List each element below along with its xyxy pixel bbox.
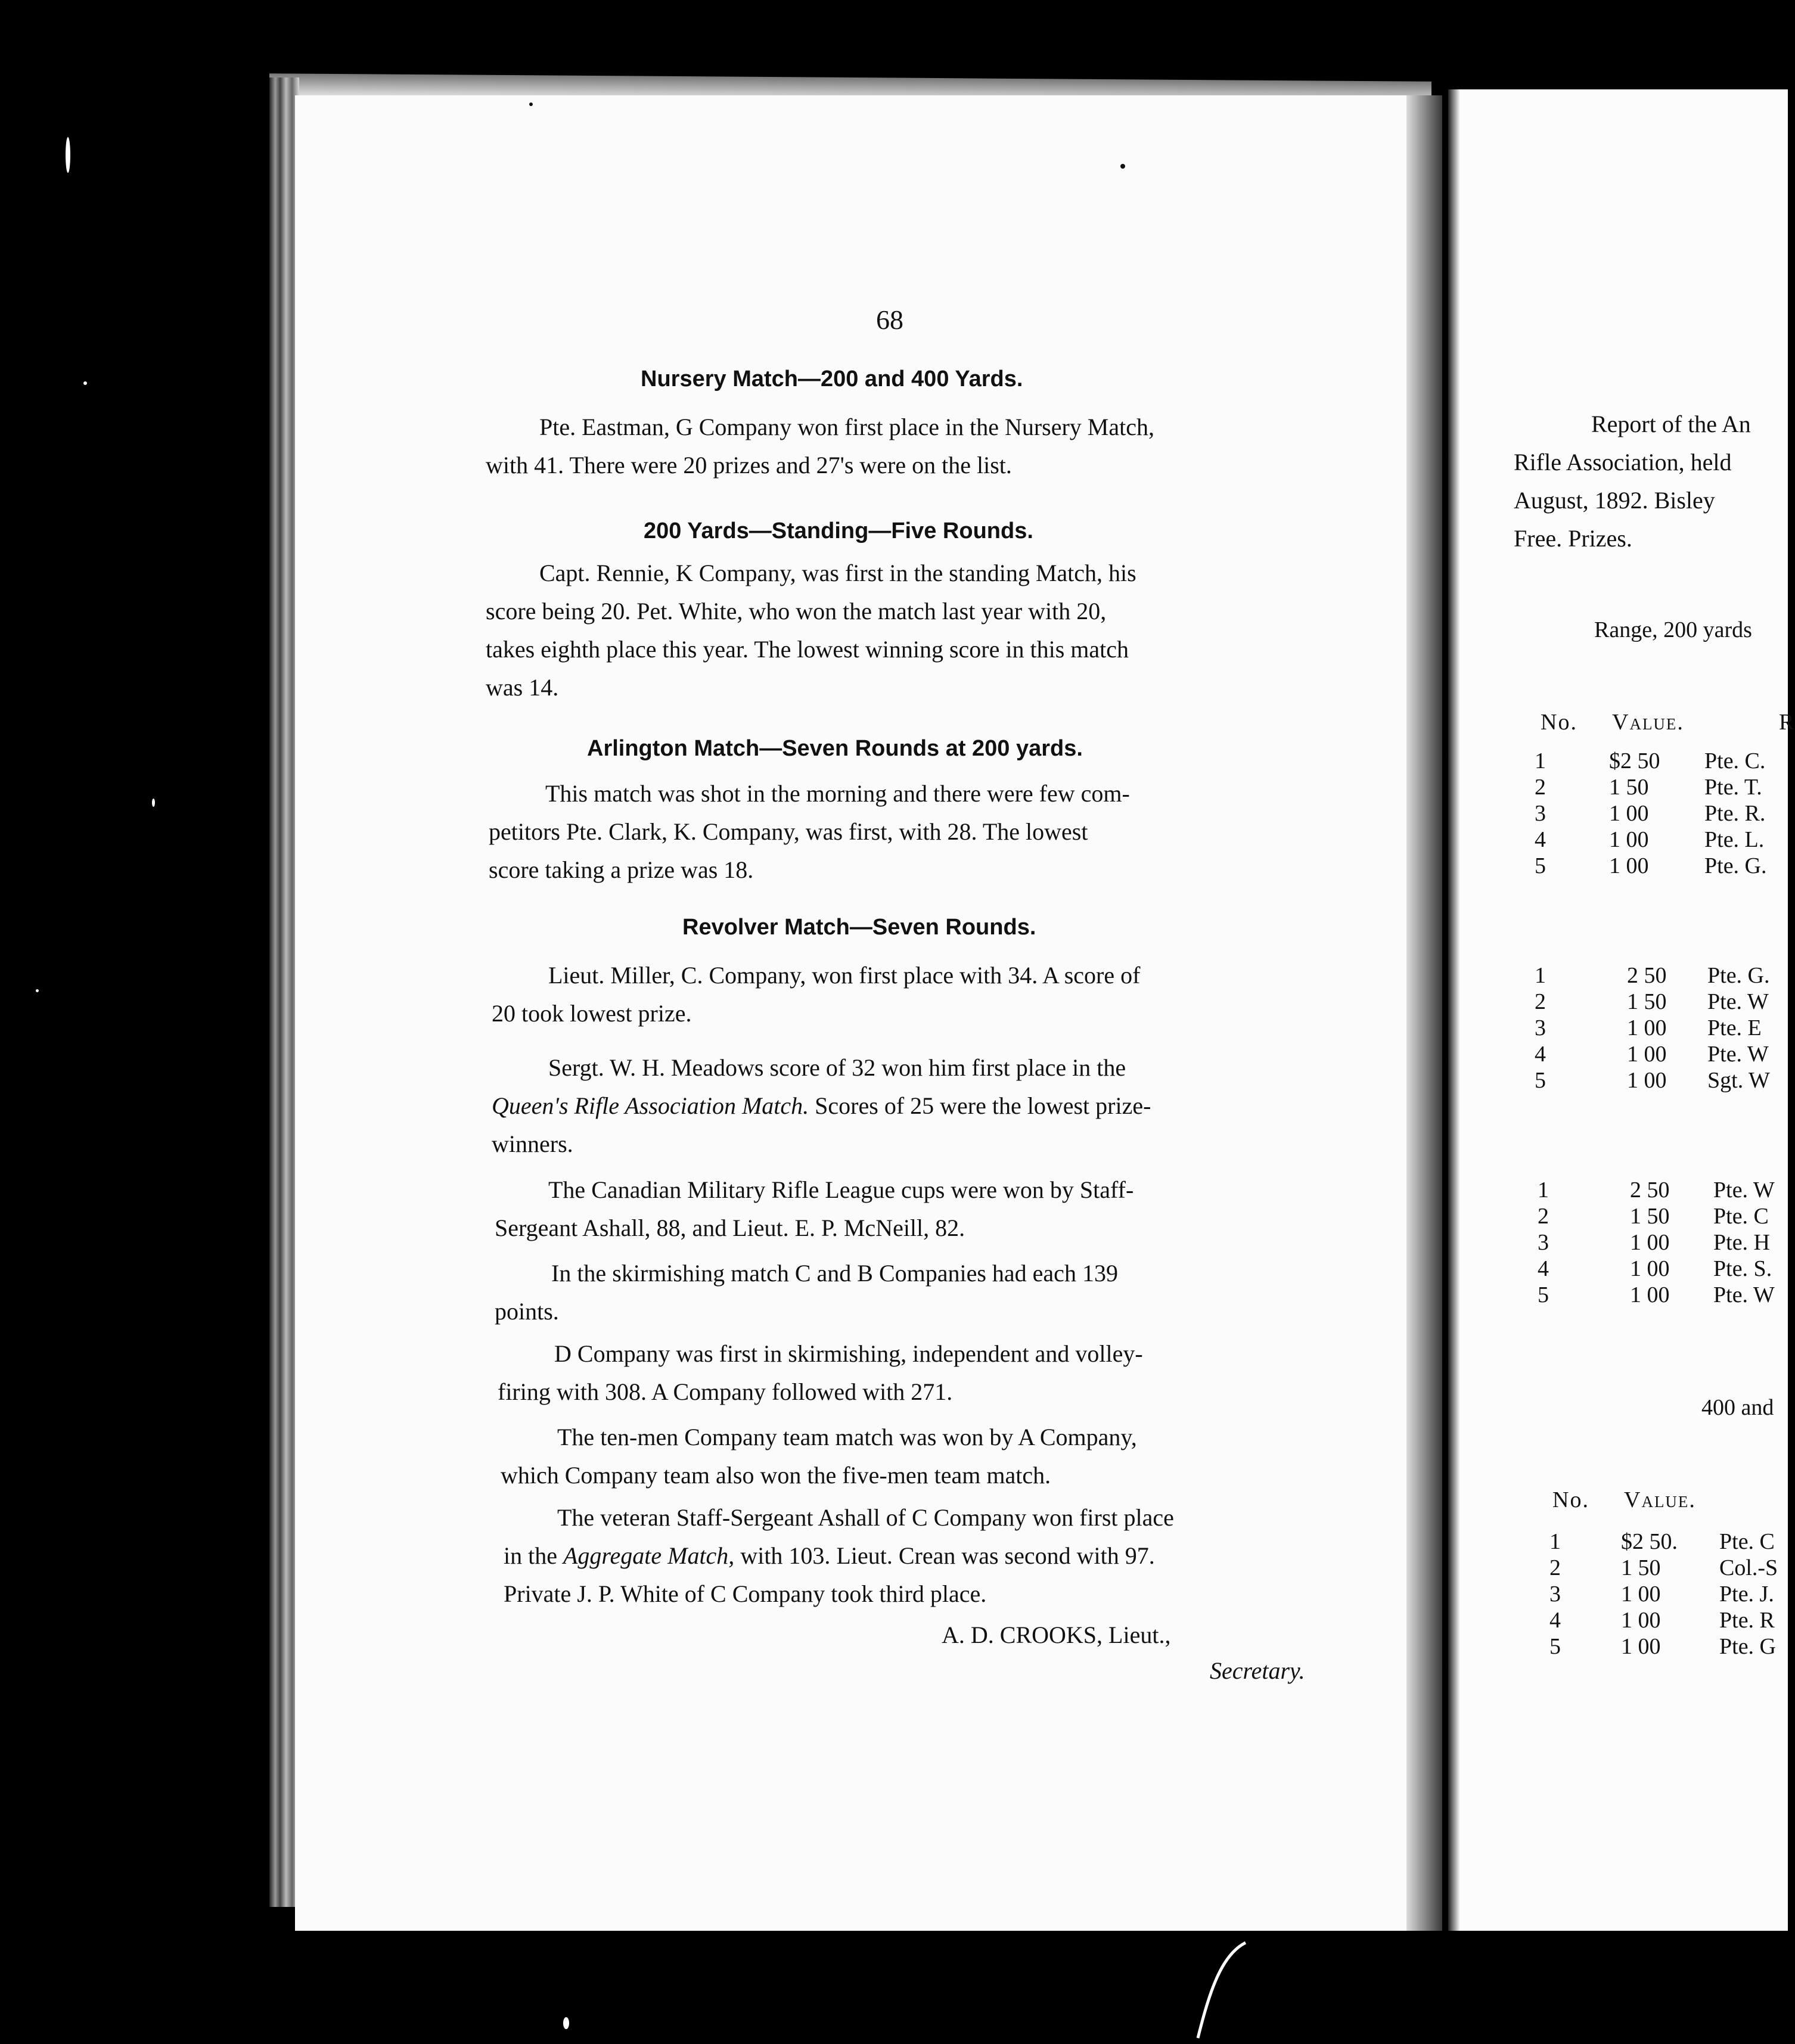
paragraph-veteran [504,1499,1174,1613]
row-value: 1 00 [1621,1608,1661,1633]
row-name: Sgt. W [1707,1068,1770,1093]
row-name: Pte. W [1707,1042,1769,1067]
column-header-name: R [1779,710,1795,735]
row-value: 1 00 [1627,1015,1667,1040]
text-line: Private J. P. White of C Company took third place. [504,1580,987,1607]
column-header-value: Value. [1612,710,1684,735]
range-line-2: 400 and [1701,1395,1774,1420]
row-number: 1 [1535,748,1546,774]
row-value: 1 50 [1627,989,1667,1014]
text-span: Scores of 25 were the lowest prize- [809,1092,1151,1119]
text-line: firing with 308. A Company followed with 271. [498,1378,953,1405]
row-number: 1 [1549,1529,1561,1554]
text-line: takes eighth place this year. The lowest winning score in this match [486,636,1129,663]
row-value: 2 50 [1627,963,1667,988]
text-line: Report of the An [1591,411,1751,437]
heading-nursery-match: Nursery Match—200 and 400 Yards. [641,366,1023,392]
text-line: Pte. Eastman, G Company won first place in the Nursery Match, [539,414,1154,440]
paragraph-d-company [498,1335,1143,1411]
paragraph-arlington [489,775,1130,889]
paragraph-standing [486,554,1136,707]
row-value: 1 50 [1621,1555,1661,1580]
scan-speck [36,989,39,992]
right-intro [1514,405,1751,558]
row-name: Pte. W [1707,989,1769,1014]
text-line: score being 20. Pet. White, who won the match last year with 20, [486,598,1107,625]
text-line: D Company was first in skirmishing, independent and volley- [554,1340,1143,1367]
row-value: 1 00 [1627,1042,1667,1067]
row-number: 3 [1549,1582,1561,1607]
row-number: 3 [1535,801,1546,826]
text-span: in the [504,1542,563,1569]
row-name: Pte. W [1713,1282,1775,1307]
row-name: Pte. H [1713,1230,1770,1255]
row-value: 1 00 [1609,827,1649,852]
text-line: The veteran Staff-Sergeant Ashall of C Company won first place [557,1504,1174,1531]
row-number: 4 [1538,1256,1549,1281]
row-name: Pte. C. [1704,748,1766,774]
text-line: Sergeant Ashall, 88, and Lieut. E. P. McNeill, 82. [495,1214,965,1241]
heading-revolver: Revolver Match—Seven Rounds. [682,915,1036,940]
text-line: which Company team also won the five-men team match. [501,1462,1051,1489]
row-name: Pte. W [1713,1178,1775,1203]
row-name: Pte. C [1719,1529,1775,1554]
row-value: $2 50 [1609,748,1660,774]
paragraph-league [495,1171,1133,1247]
row-value: 1 00 [1609,801,1649,826]
text-line: This match was shot in the morning and there were few com- [545,780,1130,807]
column-header-no: No. [1541,710,1577,735]
scan-speck [83,381,87,385]
page-speck [529,102,533,106]
text-line: points. [495,1298,559,1325]
row-name: Col.-S [1719,1555,1778,1580]
row-value: 2 50 [1630,1178,1670,1203]
row-name: Pte. T. [1704,775,1762,800]
scan-speck [563,2017,569,2029]
right-page-shadow [1448,89,1460,1931]
scan-stroke [1186,1937,1257,2044]
text-line: petitors Pte. Clark, K. Company, was first, with 28. The lowest [489,818,1088,845]
heading-standing: 200 Yards—Standing—Five Rounds. [644,518,1033,543]
text-line [504,1537,1174,1575]
paragraph-ten-men [501,1418,1137,1495]
row-number: 2 [1549,1555,1561,1580]
row-value: 1 00 [1630,1230,1670,1255]
row-name: Pte. E [1707,1015,1762,1040]
row-number: 5 [1535,853,1546,878]
text-line: Lieut. Miller, C. Company, won first place with 34. A score of [548,962,1141,989]
text-line: Rifle Association, held [1514,449,1732,476]
row-number: 3 [1535,1015,1546,1040]
row-number: 5 [1549,1634,1561,1659]
row-value: 1 00 [1630,1282,1670,1307]
row-value: 1 00 [1627,1068,1667,1093]
text-line [492,1087,1151,1125]
row-name: Pte. C [1713,1204,1769,1229]
scan-speck [66,137,70,173]
text-line: winners. [492,1130,573,1157]
paragraph-skirmish [495,1254,1118,1331]
row-number: 5 [1535,1068,1546,1093]
row-number: 3 [1538,1230,1549,1255]
row-number: 2 [1538,1204,1549,1229]
scan-speck [152,799,155,807]
row-name: Pte. R [1719,1608,1775,1633]
row-number: 5 [1538,1282,1549,1307]
paragraph-nursery [486,408,1154,484]
signature-name: A. D. CROOKS, Lieut., [942,1621,1171,1648]
row-number: 2 [1535,775,1546,800]
text-line: 20 took lowest prize. [492,1000,692,1027]
row-value: $2 50. [1621,1529,1678,1554]
text-line: was 14. [486,674,559,701]
row-value: 1 50 [1609,775,1649,800]
text-line: The Canadian Military Rifle League cups were won by Staff- [548,1176,1134,1203]
row-value: 1 00 [1609,853,1649,878]
row-number: 1 [1538,1178,1549,1203]
row-name: Pte. L. [1704,827,1765,852]
paragraph-meadows [492,1049,1151,1163]
text-line: Sergt. W. H. Meadows score of 32 won him first place in the [548,1054,1126,1081]
row-name: Pte. J. [1719,1582,1774,1607]
row-number: 4 [1535,1042,1546,1067]
text-line: The ten-men Company team match was won by A Company, [557,1424,1137,1450]
heading-arlington: Arlington Match—Seven Rounds at 200 yards. [587,736,1083,761]
row-name: Pte. G. [1704,853,1767,878]
text-line: with 41. There were 20 prizes and 27's were on the list. [486,452,1012,479]
text-line: Free. Prizes. [1514,525,1632,552]
italic-match-name: Queen's Rifle Association Match. [492,1092,809,1119]
row-number: 2 [1535,989,1546,1014]
column-header-value-2: Value. [1624,1487,1696,1512]
column-header-no-2: No. [1552,1487,1589,1512]
page-speck [1120,164,1125,169]
row-name: Pte. G. [1707,963,1770,988]
row-value: 1 00 [1621,1634,1661,1659]
row-value: 1 50 [1630,1204,1670,1229]
text-line: Capt. Rennie, K Company, was first in the standing Match, his [539,560,1136,586]
row-name: Pte. G [1719,1634,1776,1659]
text-line: In the skirmishing match C and B Companies had each 139 [551,1260,1118,1287]
signature-title: Secretary. [1210,1657,1305,1684]
row-name: Pte. S. [1713,1256,1772,1281]
range-line: Range, 200 yards [1594,617,1752,642]
paragraph-revolver [492,956,1140,1033]
italic-match-name: Aggregate Match, [563,1542,735,1569]
row-value: 1 00 [1630,1256,1670,1281]
row-value: 1 00 [1621,1582,1661,1607]
text-line: August, 1892. Bisley [1514,487,1715,514]
row-number: 4 [1549,1608,1561,1633]
row-number: 4 [1535,827,1546,852]
row-name: Pte. R. [1704,801,1766,826]
book-gutter [1406,95,1442,1931]
page-number: 68 [876,305,903,335]
row-number: 1 [1535,963,1546,988]
text-span: with 103. Lieut. Crean was second with 97. [734,1542,1155,1569]
text-line: score taking a prize was 18. [489,856,754,883]
